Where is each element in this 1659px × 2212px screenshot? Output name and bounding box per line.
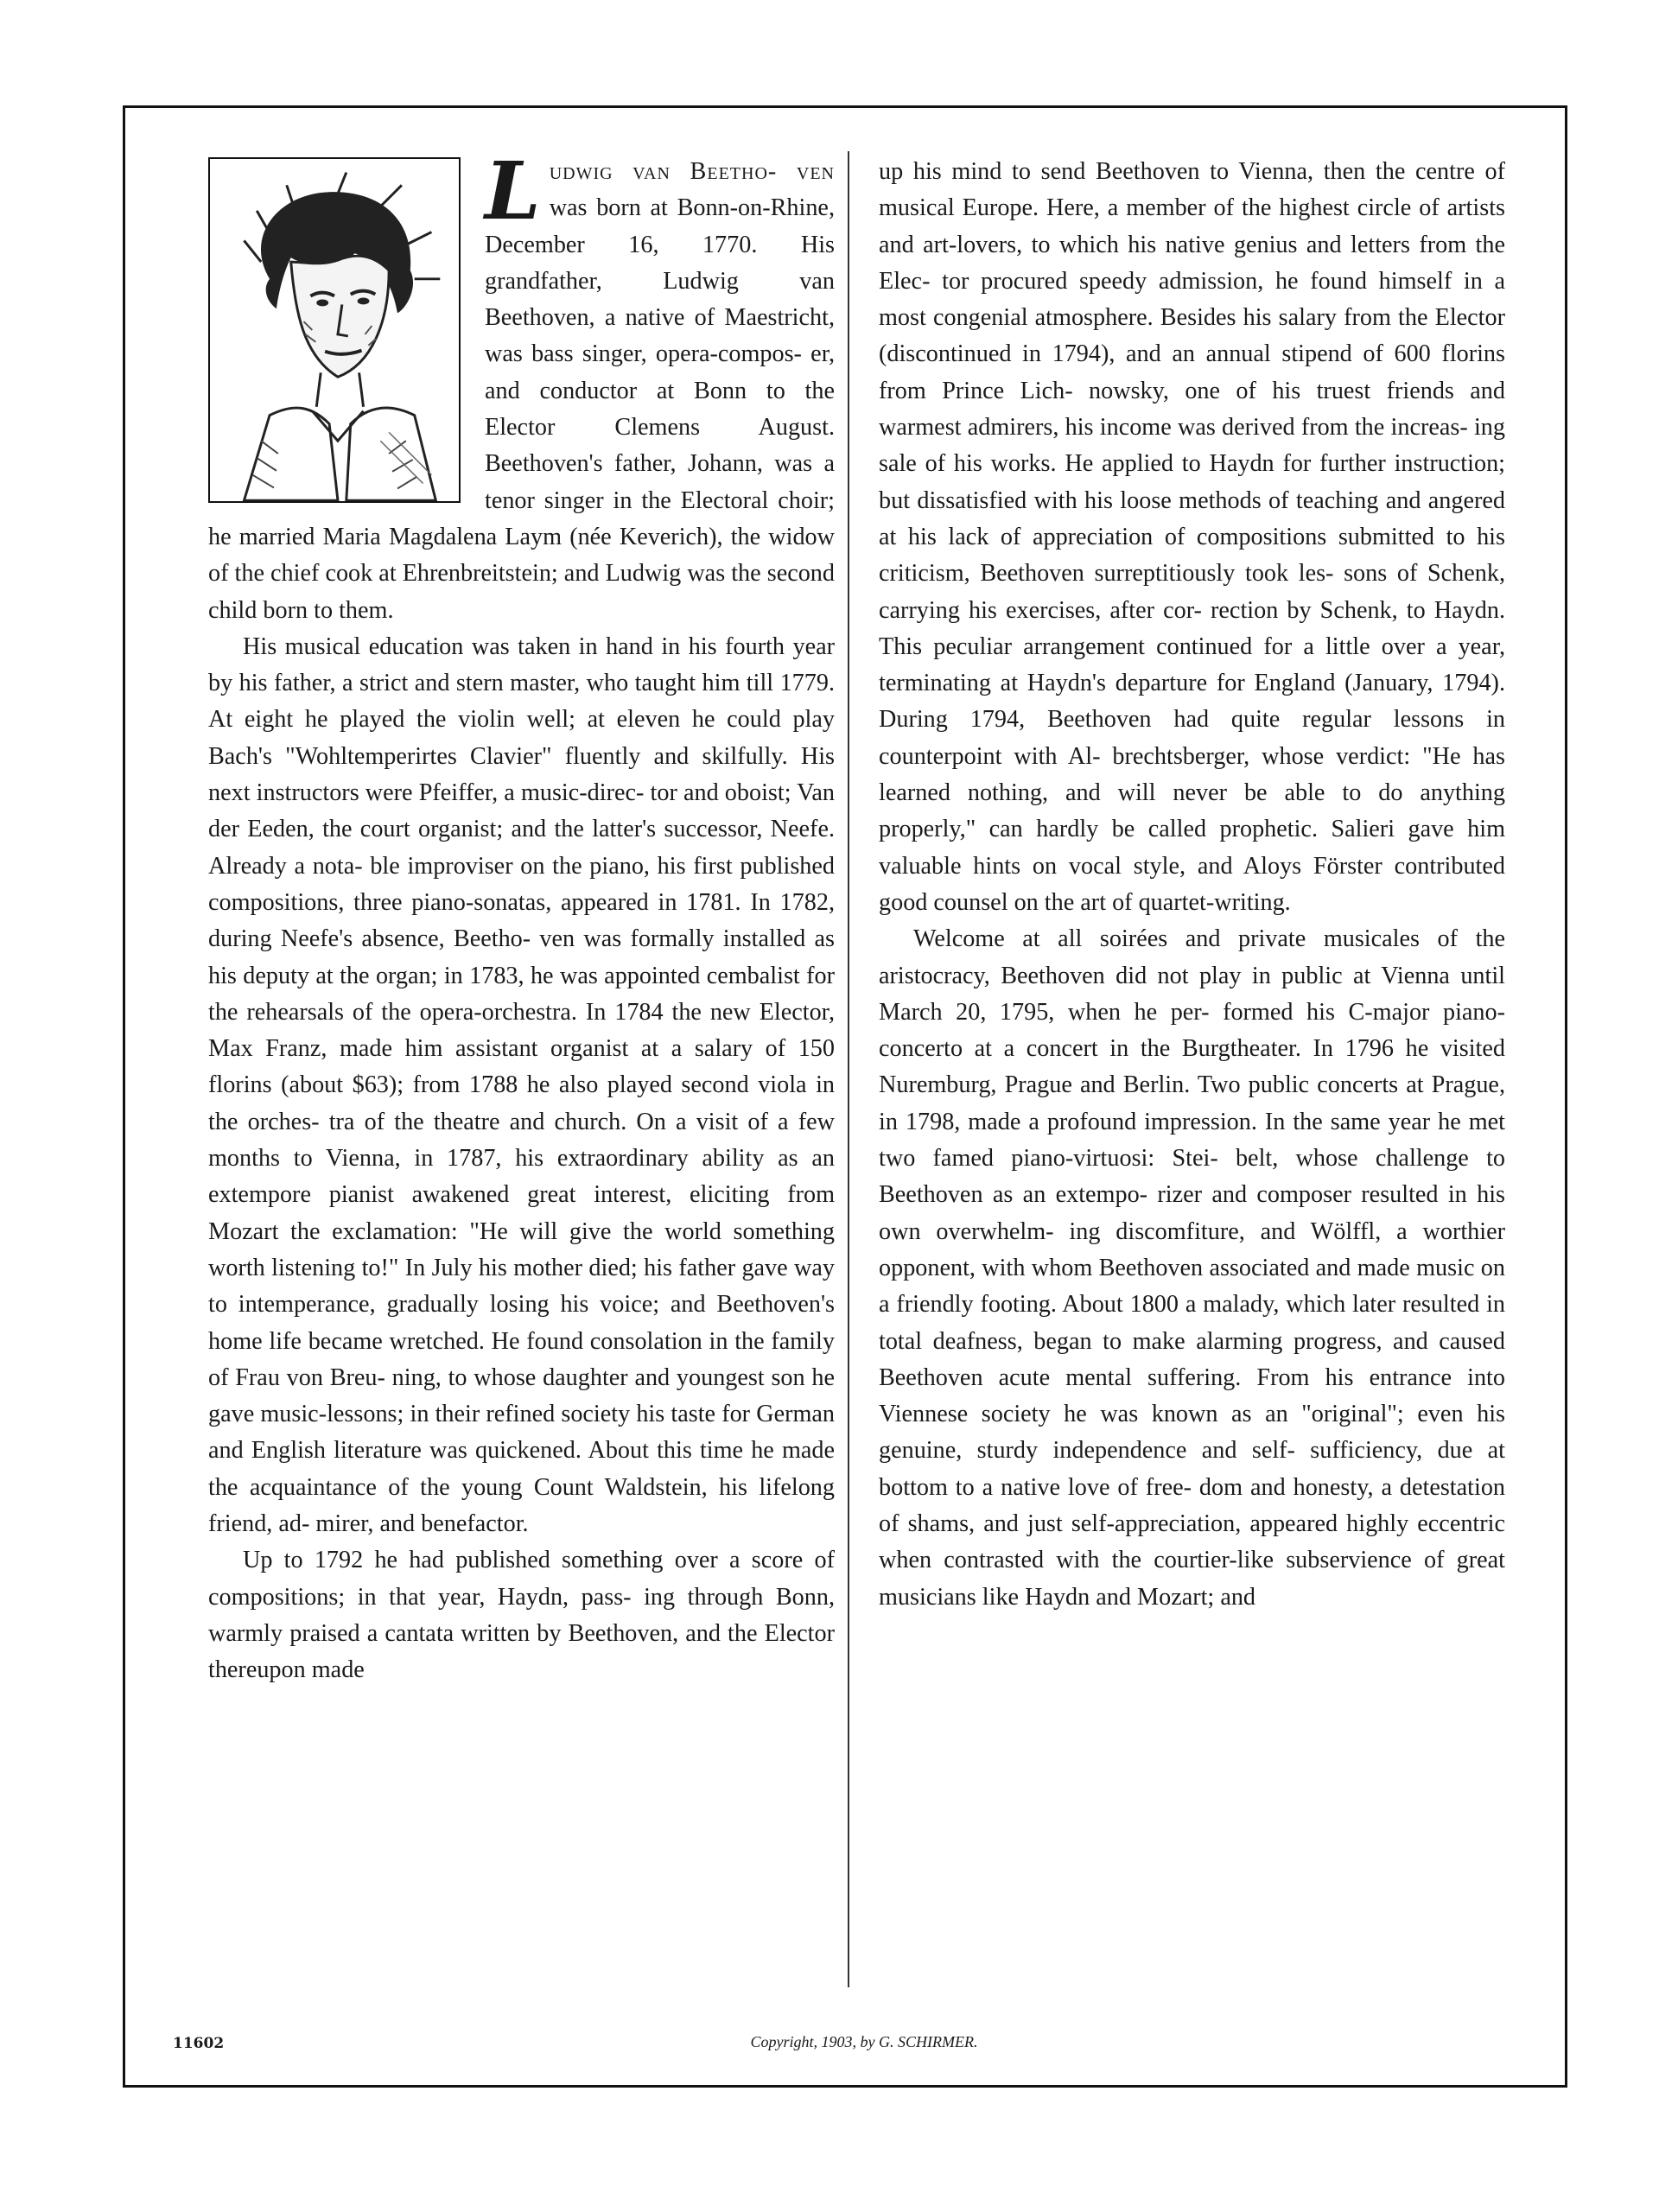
left-column bbox=[208, 144, 835, 1688]
copyright-line: Copyright, 1903, by G. SCHIRMER. bbox=[750, 2033, 978, 2050]
drop-cap: L bbox=[485, 144, 541, 238]
opening-words: udwig van Beetho- ven bbox=[549, 158, 835, 185]
plate-number: 11602 bbox=[173, 2035, 225, 2052]
intro-text: was born at Bonn-on-Rhine, December 16, 1770. His grandfather, Ludwig van Beethoven, a native of Maestricht, was bass singer, opera-compos- er, and conductor at Bonn to the Elector Clemens August. Beethoven's father, Johann, was a tenor singer in the Electoral choir; he married Maria Magdalena Laym (née Keverich), the widow of the chief cook at Ehrenbreitstein; and Ludwig was the second child born to them. bbox=[208, 194, 835, 624]
paragraph-haydn: Up to 1792 he had published something over a score of compositions; in that year, Haydn, pass- ing through Bonn, warmly praised a cantata written by Beethoven, and the Elector thereupon made bbox=[208, 1547, 835, 1684]
right-column bbox=[879, 154, 1505, 1616]
column-divider bbox=[848, 151, 849, 1987]
portrait-sketch-icon bbox=[210, 159, 459, 501]
paragraph-vienna: up his mind to send Beethoven to Vienna, then the centre of musical Europe. Here, a member of the highest circle of artists and art-lovers, to which his native genius and letters from the Elec- tor procured speedy admission, he found himself in a most congenial atmosphere. Besides his salary from the Elector (discontinued in 1794), and an annual stipend of 600 florins from Prince Lich- nowsky, one of his truest friends and warmest admirers, his income was derived from the increas- ing sale of his works. He applied to Haydn for further instruction; but dissatisfied with his loose methods of teaching and angered at his lack of appreciation of compositions submitted to his criticism, Beethoven surreptitiously took les- sons of Schenk, carrying his exercises, after cor- rection by Schenk, to Haydn. This peculiar arrangement continued for a little over a year, terminating at Haydn's departure for England (January, 1794). During 1794, Beethoven had quite regular lessons in counterpoint with Al- brechtsberger, whose verdict: "He has learned nothing, and will never be able to do anything properly," can hardly be called prophetic. Salieri gave him valuable hints on vocal style, and Aloys Förster contributed good counsel on the art of quartet-writing. bbox=[879, 158, 1505, 916]
beethoven-portrait bbox=[208, 157, 461, 503]
paragraph-soirees: Welcome at all soirées and private musicales of the aristocracy, Beethoven did not play in public at Vienna until March 20, 1795, when he per- formed his C-major piano-concerto at a concert in the Burgtheater. In 1796 he visited Nuremburg, Prague and Berlin. Two public concerts at Prague, in 1798, made a profound impression. In the same year he met two famed piano-virtuosi: Stei- belt, whose challenge to Beethoven as an extempo- rizer and composer resulted in his own overwhelm- ing discomfiture, and Wölffl, a worthier opponent, with whom Beethoven associated and made music on a friendly footing. About 1800 a malady, which later resulted in total deafness, began to make alarming progress, and caused Beethoven acute mental suffering. From his entrance into Viennese society he was known as an "original"; even his genuine, sturdy independence and self- sufficiency, due at bottom to a native love of free- dom and honesty, a detestation of shams, and just self-appreciation, appeared highly eccentric when contrasted with the courtier-like subservience of great musicians like Haydn and Mozart; and bbox=[879, 925, 1505, 1611]
paragraph-education: His musical education was taken in hand in his fourth year by his father, a strict and stern master, who taught him till 1779. At eight he played the violin well; at eleven he could play Bach's "Wohltemperirtes Clavier" fluently and skilfully. His next instructors were Pfeiffer, a music-direc- tor and oboist; Van der Eeden, the court organist; and the latter's successor, Neefe. Already a nota- ble improviser on the piano, his first published compositions, three piano-sonatas, appeared in 1781. In 1782, during Neefe's absence, Beetho- ven was formally installed as his deputy at the organ; in 1783, he was appointed cembalist for the rehearsals of the opera-orchestra. In 1784 the new Elector, Max Franz, made him assistant organist at a salary of 150 florins (about $63); from 1788 he also played second viola in the orches- tra of the theatre and church. On a visit of a few months to Vienna, in 1787, his extraordinary ability as an extempore pianist awakened great interest, eliciting from Mozart the exclamation: "He will give the world something worth listening to!" In July his mother died; his father gave way to intemperance, gradually losing his voice; and Beethoven's home life became wretched. He found consolation in the family of Frau von Breu- ning, to whose daughter and youngest son he gave music-lessons; in their refined society his taste for German and English literature was quickened. About this time he made the acquaintance of the young Count Waldstein, his lifelong friend, ad- mirer, and benefactor. bbox=[208, 632, 835, 1537]
